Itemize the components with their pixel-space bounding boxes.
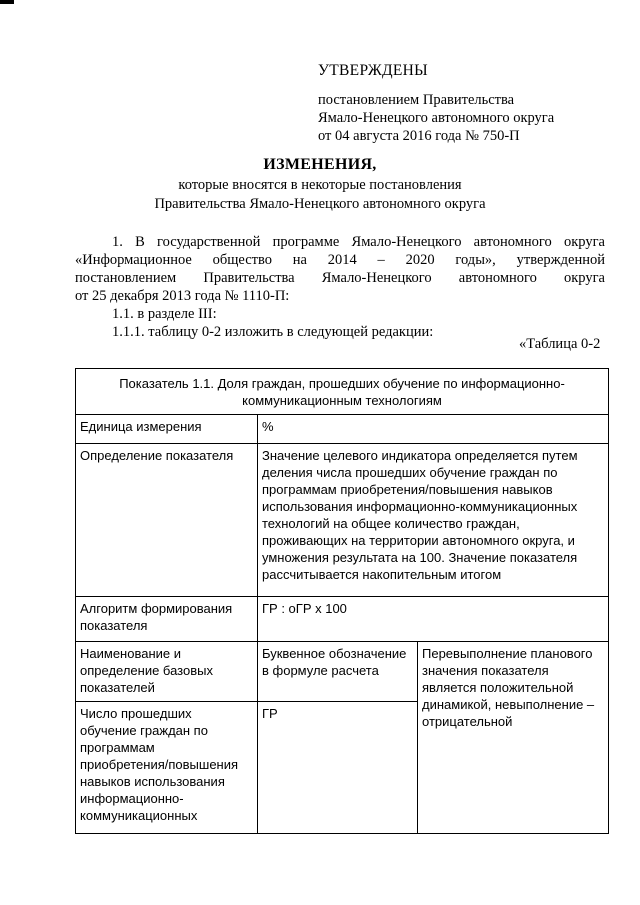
dynamics-note-line: является положительной <box>422 680 574 695</box>
unit-label-cell <box>76 415 258 444</box>
definition-label: Определение показателя <box>80 448 234 463</box>
item-1-1: 1.1. в разделе III: <box>112 306 217 322</box>
algorithm-formula: ГР : оГР х 100 <box>262 601 347 616</box>
unit-value: % <box>262 419 274 434</box>
dynamics-note-line: динамикой, невыполнение – <box>422 697 595 712</box>
trained-label-line: информационно- <box>80 791 184 806</box>
table-caption: «Таблица 0-2 <box>519 336 601 352</box>
approved-line-2: Ямало-Ненецкого автономного округа <box>318 110 555 126</box>
trained-value: ГР <box>262 706 278 721</box>
indicator-title-line-1: Показатель 1.1. Доля граждан, прошедших обучение по информационно- <box>119 376 565 391</box>
definition-line: программам приобретения/повышения навыков <box>262 482 553 497</box>
trained-label-cell <box>76 702 258 834</box>
dynamics-note-cell <box>418 642 609 834</box>
base-name-line-3: показателей <box>80 680 155 695</box>
algorithm-row <box>76 597 609 642</box>
document-subtitle-line-1: которые вносятся в некоторые постановления <box>178 177 462 193</box>
dynamics-note-line: Перевыполнение планового <box>422 646 593 661</box>
dynamics-note-line: значения показателя <box>422 663 549 678</box>
definition-line: рассчитывается накопительным итогом <box>262 567 502 582</box>
letter-designation-line-1: Буквенное обозначение <box>262 646 407 661</box>
definition-label-cell <box>76 444 258 597</box>
algorithm-label-line-1: Алгоритм формирования <box>80 601 233 616</box>
definition-value-cell <box>258 444 609 597</box>
unit-label: Единица измерения <box>80 419 202 434</box>
indicator-title-line-2: коммуникационным технологиям <box>242 393 442 408</box>
base-name-line-1: Наименование и <box>80 646 181 661</box>
paragraph-1-line-4: от 25 декабря 2013 года № 1110-П: <box>75 288 290 304</box>
approved-line-1: постановлением Правительства <box>318 92 515 108</box>
paragraph-1-line-2: «Информационное общество на 2014 – 2020 годы», утвержденной <box>75 252 605 268</box>
unit-row <box>76 415 609 444</box>
algorithm-value-cell <box>258 597 609 642</box>
dynamics-note-line: отрицательной <box>422 714 513 729</box>
scan-corner-mark <box>0 0 14 4</box>
trained-label-line: коммуникационных <box>80 808 198 823</box>
unit-value-cell <box>258 415 609 444</box>
item-1-1-1: 1.1.1. таблицу 0-2 изложить в следующей редакции: <box>112 324 434 340</box>
document-title: ИЗМЕНЕНИЯ, <box>263 156 377 173</box>
definition-line: использования информационно-коммуникационных <box>262 499 578 514</box>
trained-label-line: Число прошедших <box>80 706 192 721</box>
trained-label-line: обучение граждан по <box>80 723 208 738</box>
definition-row <box>76 444 609 597</box>
approved-line-3: от 04 августа 2016 года № 750-П <box>318 128 520 144</box>
definition-line: умножения результата на 100. Значение показателя <box>262 550 578 565</box>
paragraph-1-line-3: постановлением Правительства Ямало-Ненецкого автономного округа <box>75 270 605 286</box>
approved-title: УТВЕРЖДЕНЫ <box>318 62 428 79</box>
base-name-line-2: определение базовых <box>80 663 213 678</box>
algorithm-label-line-2: показателя <box>80 618 148 633</box>
base-indicators-row <box>76 642 609 702</box>
definition-line: проживающих на территории автономного округа, и <box>262 533 575 548</box>
indicator-title-cell <box>76 369 609 415</box>
table-header-row <box>76 369 609 415</box>
base-name-cell <box>76 642 258 702</box>
letter-designation-cell <box>258 642 418 702</box>
trained-label-line: программам <box>80 740 155 755</box>
definition-line: технологий на общее количество граждан, <box>262 516 520 531</box>
algorithm-label-cell <box>76 597 258 642</box>
trained-value-cell <box>258 702 418 834</box>
trained-label-line: приобретения/повышения <box>80 757 239 772</box>
indicator-table <box>75 368 609 834</box>
letter-designation-line-2: в формуле расчета <box>262 663 379 678</box>
paragraph-1-line-1: 1. В государственной программе Ямало-Ненецкого автономного округа <box>112 234 605 250</box>
trained-label-line: навыков использования <box>80 774 225 789</box>
document-subtitle-line-2: Правительства Ямало-Ненецкого автономного округа <box>154 196 486 212</box>
definition-line: Значение целевого индикатора определяется путем <box>262 448 578 463</box>
definition-line: деления числа прошедших обучение граждан по <box>262 465 558 480</box>
